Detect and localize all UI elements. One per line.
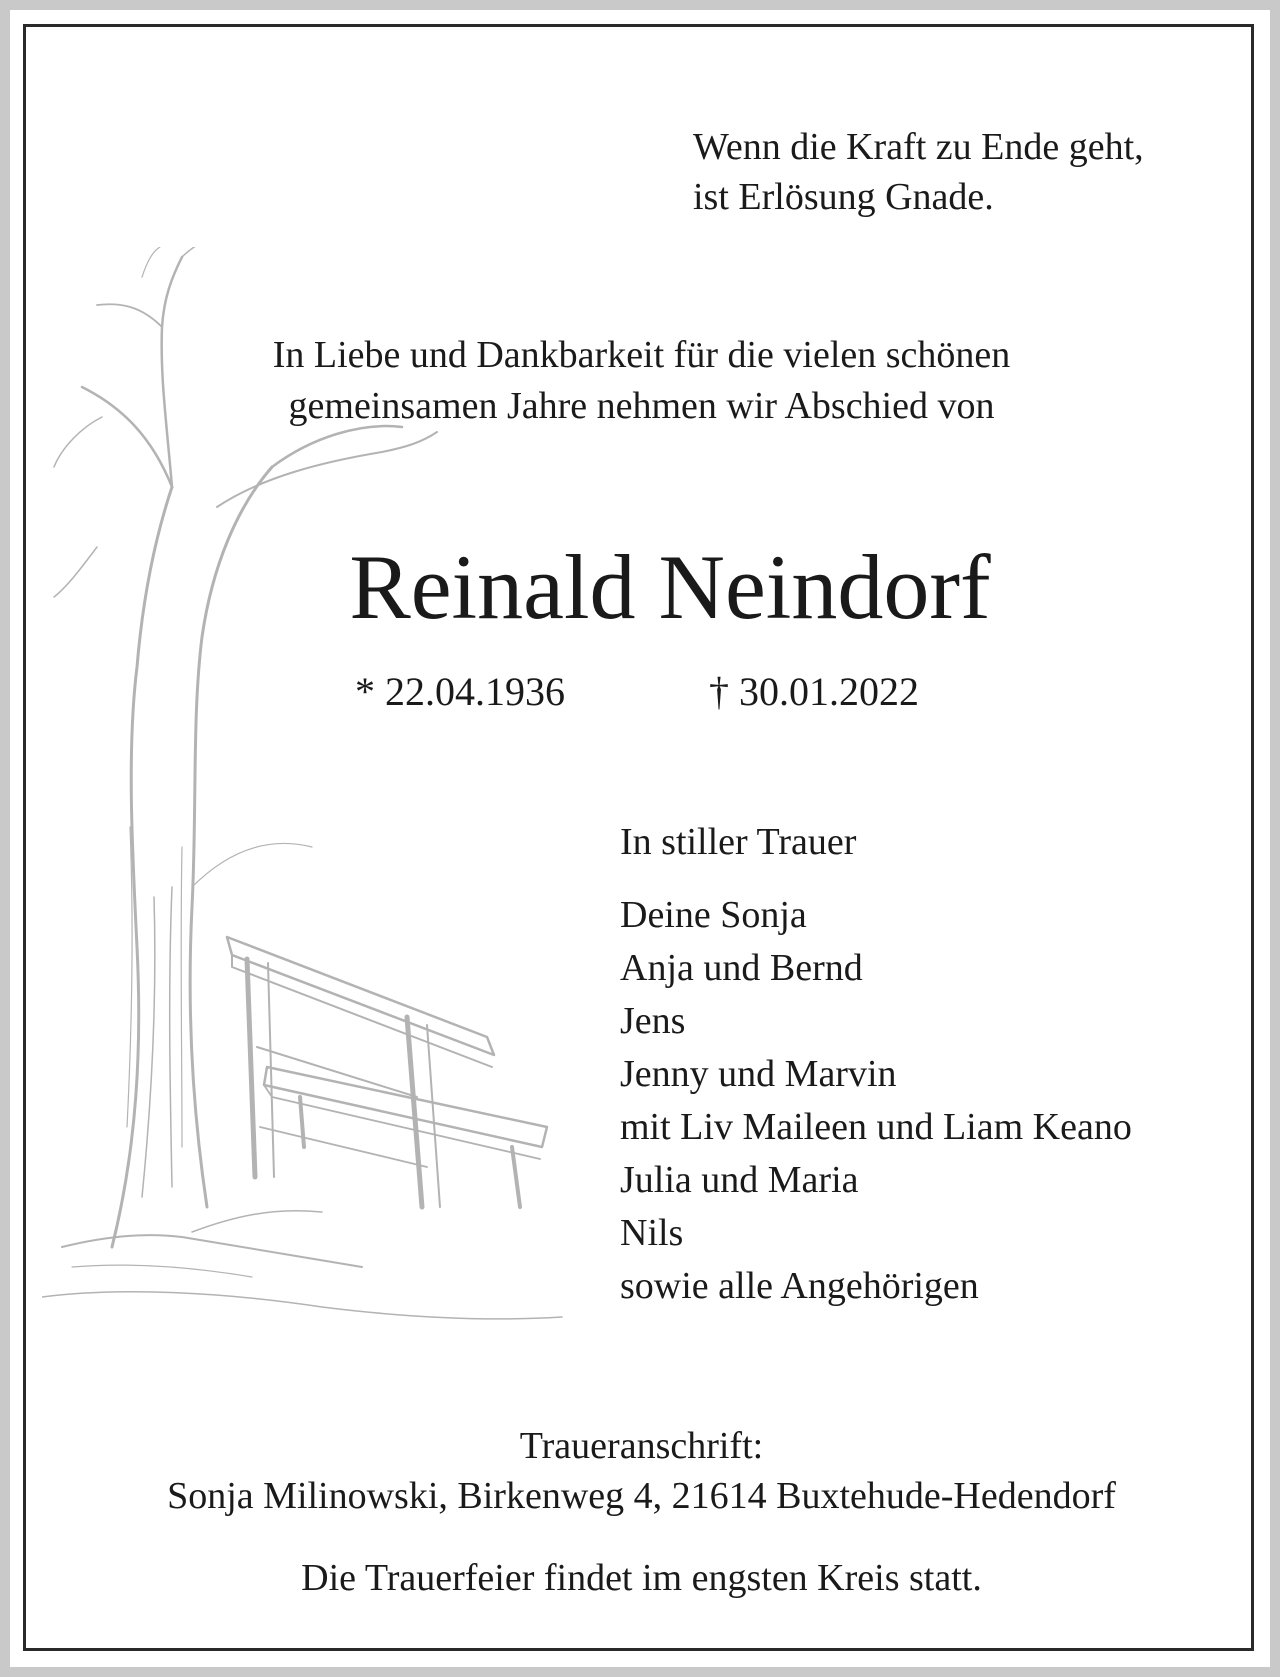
mourners-list <box>620 889 1132 1313</box>
motto-line-1: Wenn die Kraft zu Ende geht, <box>693 126 1144 168</box>
mourner-item: Nils <box>620 1212 684 1254</box>
mourner-item: Deine Sonja <box>620 894 807 936</box>
mourner-item: Anja und Bernd <box>620 947 863 989</box>
mourning-heading: In stiller Trauer <box>620 821 857 863</box>
birth-date: * 22.04.1936 <box>355 669 565 714</box>
intro-line-1: In Liebe und Dankbarkeit für die vielen schönen <box>272 334 1011 376</box>
death-date: † 30.01.2022 <box>709 669 919 714</box>
mourner-item: Julia und Maria <box>620 1159 859 1201</box>
farewell-intro <box>26 330 1257 432</box>
address-label: Traueranschrift: <box>519 1425 764 1467</box>
mourner-item: mit Liv Maileen und Liam Keano <box>620 1106 1132 1148</box>
motto-line-2: ist Erlösung Gnade. <box>693 176 994 218</box>
mourner-item: sowie alle Angehörigen <box>620 1265 979 1307</box>
intro-line-2: gemeinsamen Jahre nehmen wir Abschied von <box>288 385 995 427</box>
obituary-page <box>10 10 1270 1667</box>
mourner-item: Jens <box>620 1000 686 1042</box>
deceased-name: Reinald Neindorf <box>349 536 991 638</box>
ceremony-note: Die Trauerfeier findet im engsten Kreis statt. <box>301 1557 982 1599</box>
mourner-item: Jenny und Marvin <box>620 1053 897 1095</box>
obituary-frame <box>23 24 1254 1651</box>
mourning-address: Sonja Milinowski, Birkenweg 4, 21614 Buxtehude-Hedendorf <box>167 1475 1116 1517</box>
motto <box>693 122 1144 222</box>
